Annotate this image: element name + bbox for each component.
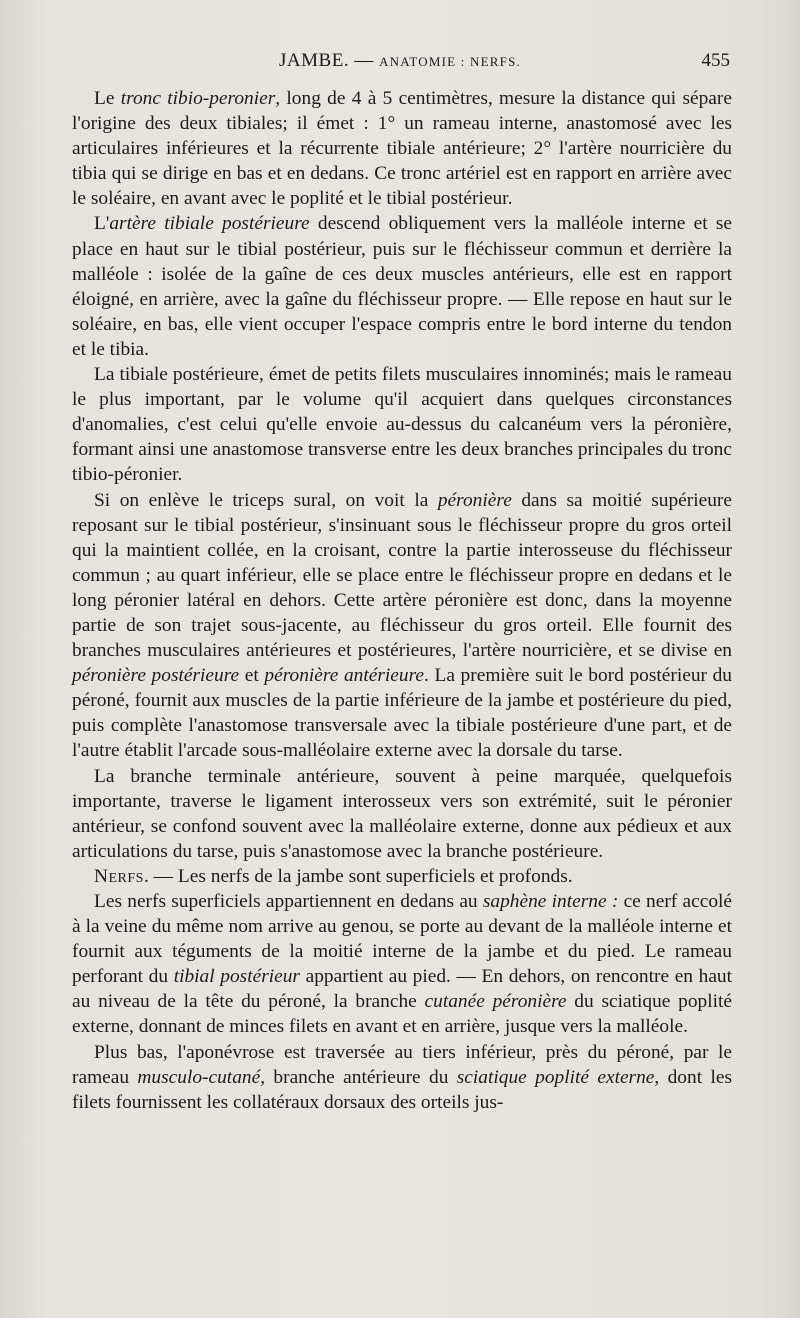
paragraph <box>72 86 732 211</box>
text-run: La tibiale postérieure, émet de petits filets musculaires innominés; mais le rameau le plus important, par le volume qu'il acquiert dans quelques circonstances d'anomalies, c'est celui qu'elle envoie au-dessus du calcanéum vers la péronière, formant ainsi une anastomose transverse entre les deux branches principales du tronc tibio-péronier. <box>72 364 732 486</box>
text-run: Si on enlève le triceps sural, on voit la <box>94 489 438 511</box>
italic-term: péronière <box>437 489 512 511</box>
section-label: Nerfs <box>94 865 144 887</box>
italic-term: péronière antérieure <box>264 665 425 687</box>
paragraph <box>72 764 732 864</box>
italic-term: saphène interne : <box>482 891 619 912</box>
italic-term: sciatique poplité externe <box>456 1066 655 1088</box>
text-run: . La première suit le bord postérieur du péroné, fournit aux muscles de la partie inférieure de la jambe et postérieure du pied, puis complète l'anastomose transversale avec la tibiale postérieure d'une part, et de l'autre établit l'arcade sous-malléolaire externe avec la dorsale du tarse. <box>72 665 732 762</box>
running-title-section: ANATOMIE : NERFS. <box>379 54 521 69</box>
text-run: , long de 4 à 5 centimètres, mesure la distance qui sépare l'origine des deux tibiales; il émet : 1° un rameau interne, anastomosé avec les articulaires inférieures et la récurrente tibiale antérieure; 2° l'artère nourricière du tibia qui se dirige en bas et en dedans. Ce tronc artériel est en rapport en arrière avec le soléaire, en avant avec le poplité et le tibial postérieur. <box>72 88 732 210</box>
italic-term: musculo-cutané <box>137 1066 261 1088</box>
body-text <box>72 86 732 1115</box>
text-run: . — Les nerfs de la jambe sont superficiels et profonds. <box>143 865 573 887</box>
italic-term: cutanée péronière <box>424 991 567 1013</box>
running-title <box>70 50 730 72</box>
paragraph <box>72 362 732 487</box>
text-run: et <box>239 665 265 687</box>
paragraph <box>72 1040 732 1115</box>
paragraph <box>72 864 732 889</box>
running-title-separator: — <box>349 50 380 71</box>
text-run: dans sa moitié supérieure reposant sur le tibial postérieur, s'insinuant sous le fléchisseur propre du gros orteil qui la maintient collée, en la croisant, contre la partie interosseuse du fléchisseur commun ; au quart inférieur, elle se place entre le fléchisseur propre en dedans et le long péronier latéral en dehors. Cette artère péronière est donc, dans la moyenne partie de son trajet sous-jacente, au fléchisseur du gros orteil. Elle fournit des branches musculaires antérieures et postérieures, l'artère nourricière, et se divise en <box>72 489 732 662</box>
italic-term: tronc tibio-peronier <box>120 88 276 109</box>
text-run: ce nerf accolé à la veine du même nom arrive au genou, se porte au devant de la malléole interne et fournit aux téguments de la moitié interne de la jambe et du pied. Le rameau perforant du <box>72 891 733 988</box>
text-run: , dont les filets fournissent les collatéraux dorsaux des orteils jus- <box>72 1066 732 1113</box>
italic-term: artère tibiale postérieure <box>109 213 310 235</box>
text-run: descend obliquement vers la malléole interne et se place en haut sur le tibial postérieur, puis sur le fléchisseur commun et derrière la malléole : isolée de la gaîne de ces deux muscles antérieurs, elle est en rapport éloigné, en arrière, avec la gaîne du fléchisseur propre. — Elle repose en haut sur le soléaire, en bas, elle vient occuper l'espace compris entre le bord interne du tendon et le tibia. <box>72 213 732 360</box>
italic-term: péronière postérieure <box>72 665 240 687</box>
running-title-main: JAMBE. <box>279 50 350 71</box>
text-run: , branche antérieure du <box>260 1066 457 1088</box>
paragraph <box>72 488 732 764</box>
running-header <box>70 50 730 80</box>
text-run: L' <box>94 213 110 235</box>
text-run: du sciatique poplité externe, donnant de minces filets en avant et en arrière, jusque vers la malléole. <box>72 991 732 1038</box>
text-run: Les nerfs superficiels appartiennent en dedans au <box>94 891 483 912</box>
text-run: La branche terminale antérieure, souvent à peine marquée, quelquefois importante, traverse le ligament interosseux vers son extrémité, suit le péronier antérieur, se confond souvent avec la malléolaire externe, donne aux pédieux et aux articulations du tarse, puis s'anastomose avec la branche postérieure. <box>72 765 732 862</box>
paragraph <box>72 211 732 362</box>
page-number: 455 <box>701 50 730 71</box>
italic-term: tibial postérieur <box>173 966 300 988</box>
text-run: Le <box>94 88 121 109</box>
text-run: appartient au pied. — En dehors, on rencontre en haut au niveau de la tête du péroné, la branche <box>72 966 733 1013</box>
text-run: Plus bas, l'aponévrose est traversée au tiers inférieur, près du péroné, par le rameau <box>72 1041 732 1088</box>
paragraph <box>72 889 732 1040</box>
